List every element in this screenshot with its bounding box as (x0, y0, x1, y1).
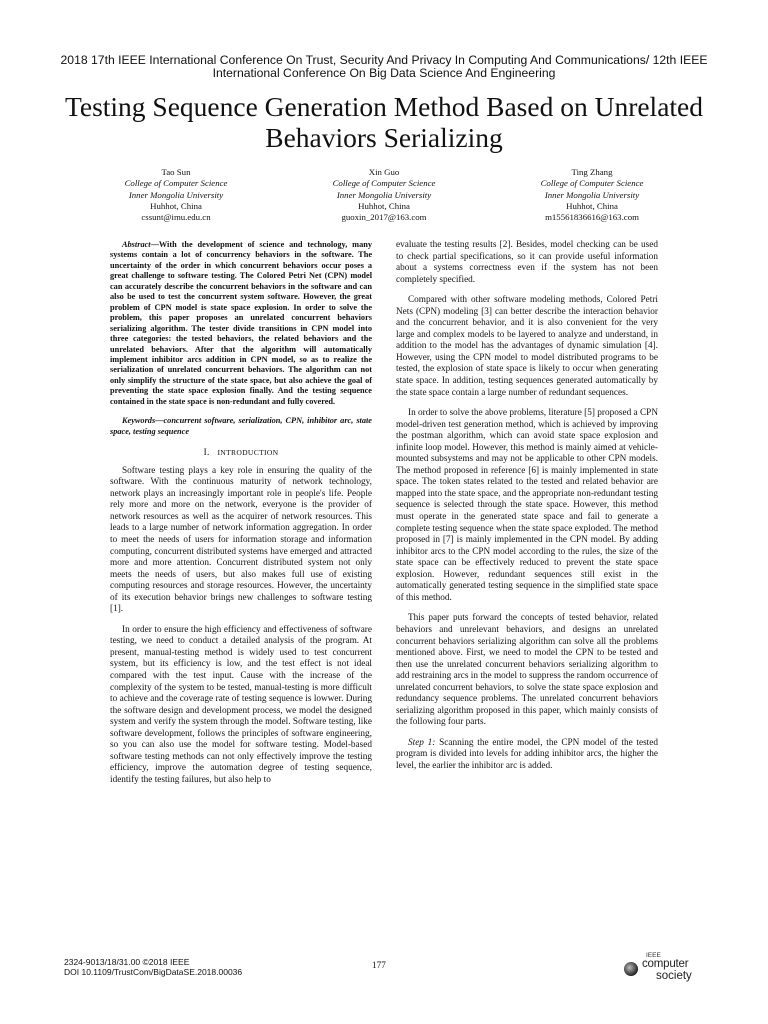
author-univ: Inner Mongolia University (544, 189, 640, 200)
author-univ: Inner Mongolia University (336, 189, 432, 200)
section-number: I. (203, 448, 210, 459)
author-email: guoxin_2017@163.com (341, 212, 427, 223)
logo-computer-text: computer (642, 958, 689, 970)
author-name: Xin Guo (368, 167, 400, 177)
section-heading (110, 447, 372, 460)
paragraph: Software testing plays a key role in ensuring the quality of the software. With the continuous maturity of network technology, network plays an increasingly important role in people's life. People rely more and more on the network, everyone is the provider of network resources as well as the acquirer of network resources. This leads to a large number of network information aggregation. In order to meet the needs of users for information storage and information computing, concurrent distributed systems have emerged and attracted more and more attention. Concurrent distributed system not only meets the needs of users, but also makes full use of existing computing resources and storage resources. However, the uncertainty of its execution behavior brings new challenges to software testing [1]. (110, 465, 372, 615)
page-number: 177 (372, 960, 386, 970)
author-univ: Inner Mongolia University (128, 189, 224, 200)
author-block (72, 167, 696, 223)
paragraph: Compared with other software modeling methods, Colored Petri Nets (CPN) modeling [3] can better describe the interaction behavior and the concurrent behavior, and it is also convenient for the very large and complex models to be layered to analyze and understand, in addition to the model has the advantages of dynamic simulation [4]. However, using the CPN model to model distributed programs to be tested, the explosion of state space is likely to occur when generating state space. In addition, testing sequences generated automatically by the state space contain a large number of redundant sequences. (396, 295, 658, 398)
abstract-lead: Abstract (122, 240, 151, 249)
author-dept: College of Computer Science (332, 178, 436, 189)
author-email: cssunt@imu.edu.cn (141, 212, 211, 223)
keywords: Keywords—concurrent software, serialization, CPN, inhibitor arc, state space, testing sequence (110, 416, 372, 436)
footer-left (64, 957, 242, 977)
logo-society-text: society (656, 970, 692, 982)
author-dept: College of Computer Science (124, 178, 228, 189)
author-3 (488, 167, 696, 223)
step-paragraph (396, 738, 658, 773)
author-city: Huhhot, China (358, 200, 410, 211)
abstract-text: —With the development of science and technology, many systems contain a lot of concurrency behaviors in the software. The uncertainty of the order in which concurrent behaviors occur poses a great challenge to software testing. The Colored Petri Net (CPN) model can accurately describe the concurrent behaviors in the software and can also be used to test the concurrent system software. However, the great problem of CPN model is state space explosion. In order to solve the problem, this paper proposes an unrelated concurrent behaviors serializing algorithm. The tester divide transitions in CPN model into three categories: the tested behaviors, the related behaviors and the unrelated behaviors. After that the algorithm will automatically implement inhibitor arcs addition in CPN model, so as to realize the serialization of unrelated concurrent behaviors. The algorithm can not only simplify the structure of the state space, but also achieve the goal of preventing the state space explosion finally. And the testing sequence contained in the state space is non-redundant and fully covered. (110, 240, 372, 406)
right-column (396, 240, 658, 782)
paragraph: evaluate the testing results [2]. Besides, model checking can be used to check partial specifications, so it can provide useful information about a systems correctness even if the system has not been completely specified. (396, 240, 658, 285)
step-text: Scanning the entire model, the CPN model of the tested program is divided into levels for adding inhibitor arcs, the higher the level, the earlier the inhibitor arc is added. (396, 737, 658, 771)
paragraph: In order to solve the above problems, literature [5] proposed a CPN model-driven test generation method, which is achieved by improving the postman algorithm, which can avoid state space explosion and infinite loop model. However, this method is mainly aimed at vehicle-mounted subsystems and may not be applicable to other CPN models. The method proposed in reference [6] is mainly implemented in state space. The token states related to the tested and related behavior are mapped into the state space, and the appropriate non-redundant testing sequence is selected through the state space. However, this method must operate in the generated state space and fail to generate a complete testing sequence when the state space exploded. The method proposed in [7] is mainly implemented in the CPN model. By adding inhibitor arcs to the CPN model according to the rules, the size of the state space can be effectively reduced to prevent the state space explosion. However, redundant sequences still exist in the automatically generated testing sequence in the simplified state space of this method. (396, 408, 658, 603)
left-column (110, 240, 372, 795)
author-name: Ting Zhang (571, 167, 613, 177)
author-city: Huhhot, China (150, 200, 202, 211)
author-name: Tao Sun (161, 167, 191, 177)
conference-header: 2018 17th IEEE International Conference On Trust, Security And Privacy In Computing And Communications/ 12th IEEE International Conference On Big Data Science And Engineering (60, 53, 708, 80)
ieee-computer-society-logo (624, 952, 716, 986)
abstract (110, 240, 372, 407)
author-2 (280, 167, 488, 223)
doi-line: DOI 10.1109/TrustCom/BigDataSE.2018.00036 (64, 967, 243, 977)
author-dept: College of Computer Science (540, 178, 644, 189)
issn-line: 2324-9013/18/31.00 ©2018 IEEE (64, 957, 190, 967)
logo-ieee-text: IEEE (646, 952, 661, 959)
section-title: INTRODUCTION (217, 448, 279, 458)
step-label: Step 1: (408, 737, 436, 748)
author-1 (72, 167, 280, 223)
paragraph: This paper puts forward the concepts of tested behavior, related behaviors and unrelevant behaviors, and designs an unrelated concurrent behaviors serializing algorithm can solve all the problems mentioned above. First, we need to model the CPN to be tested and then use the unrelated concurrent behaviors serializing algorithm to add restraining arcs in the model to suppress the random occurrence of unrelated concurrent behaviors, to solve the state space explosion and redundancy sequence problems. The unrelated concurrent behaviors serializing algorithm proposed in this paper, which mainly consists of the following four parts. (396, 613, 658, 728)
paragraph: In order to ensure the high efficiency and effectiveness of software testing, we need to conduct a detailed analysis of the program. At present, manual-testing method is widely used to test concurrent system, but its efficiency is low, and the test effect is not ideal compared with the test input. Cause with the increase of the complexity of the system to be tested, manual-testing is more difficult to achieve and the coverage rate of testing sequence is lowwer. During the software design and development process, we model the designed system and verify the system through the model. Software testing, like software development, follows the principles of software engineering, so you can also use the model for software testing. Model-based software testing methods can not only effectively improve the testing efficiency, improve the automation degree of testing sequence, identify the testing failures, but also help to (110, 624, 372, 785)
author-city: Huhhot, China (566, 200, 618, 211)
logo-globe-icon (624, 962, 638, 976)
author-email: m15561836616@163.com (545, 212, 639, 223)
paper-title: Testing Sequence Generation Method Based on Unrelated Behaviors Serializing (64, 91, 704, 153)
